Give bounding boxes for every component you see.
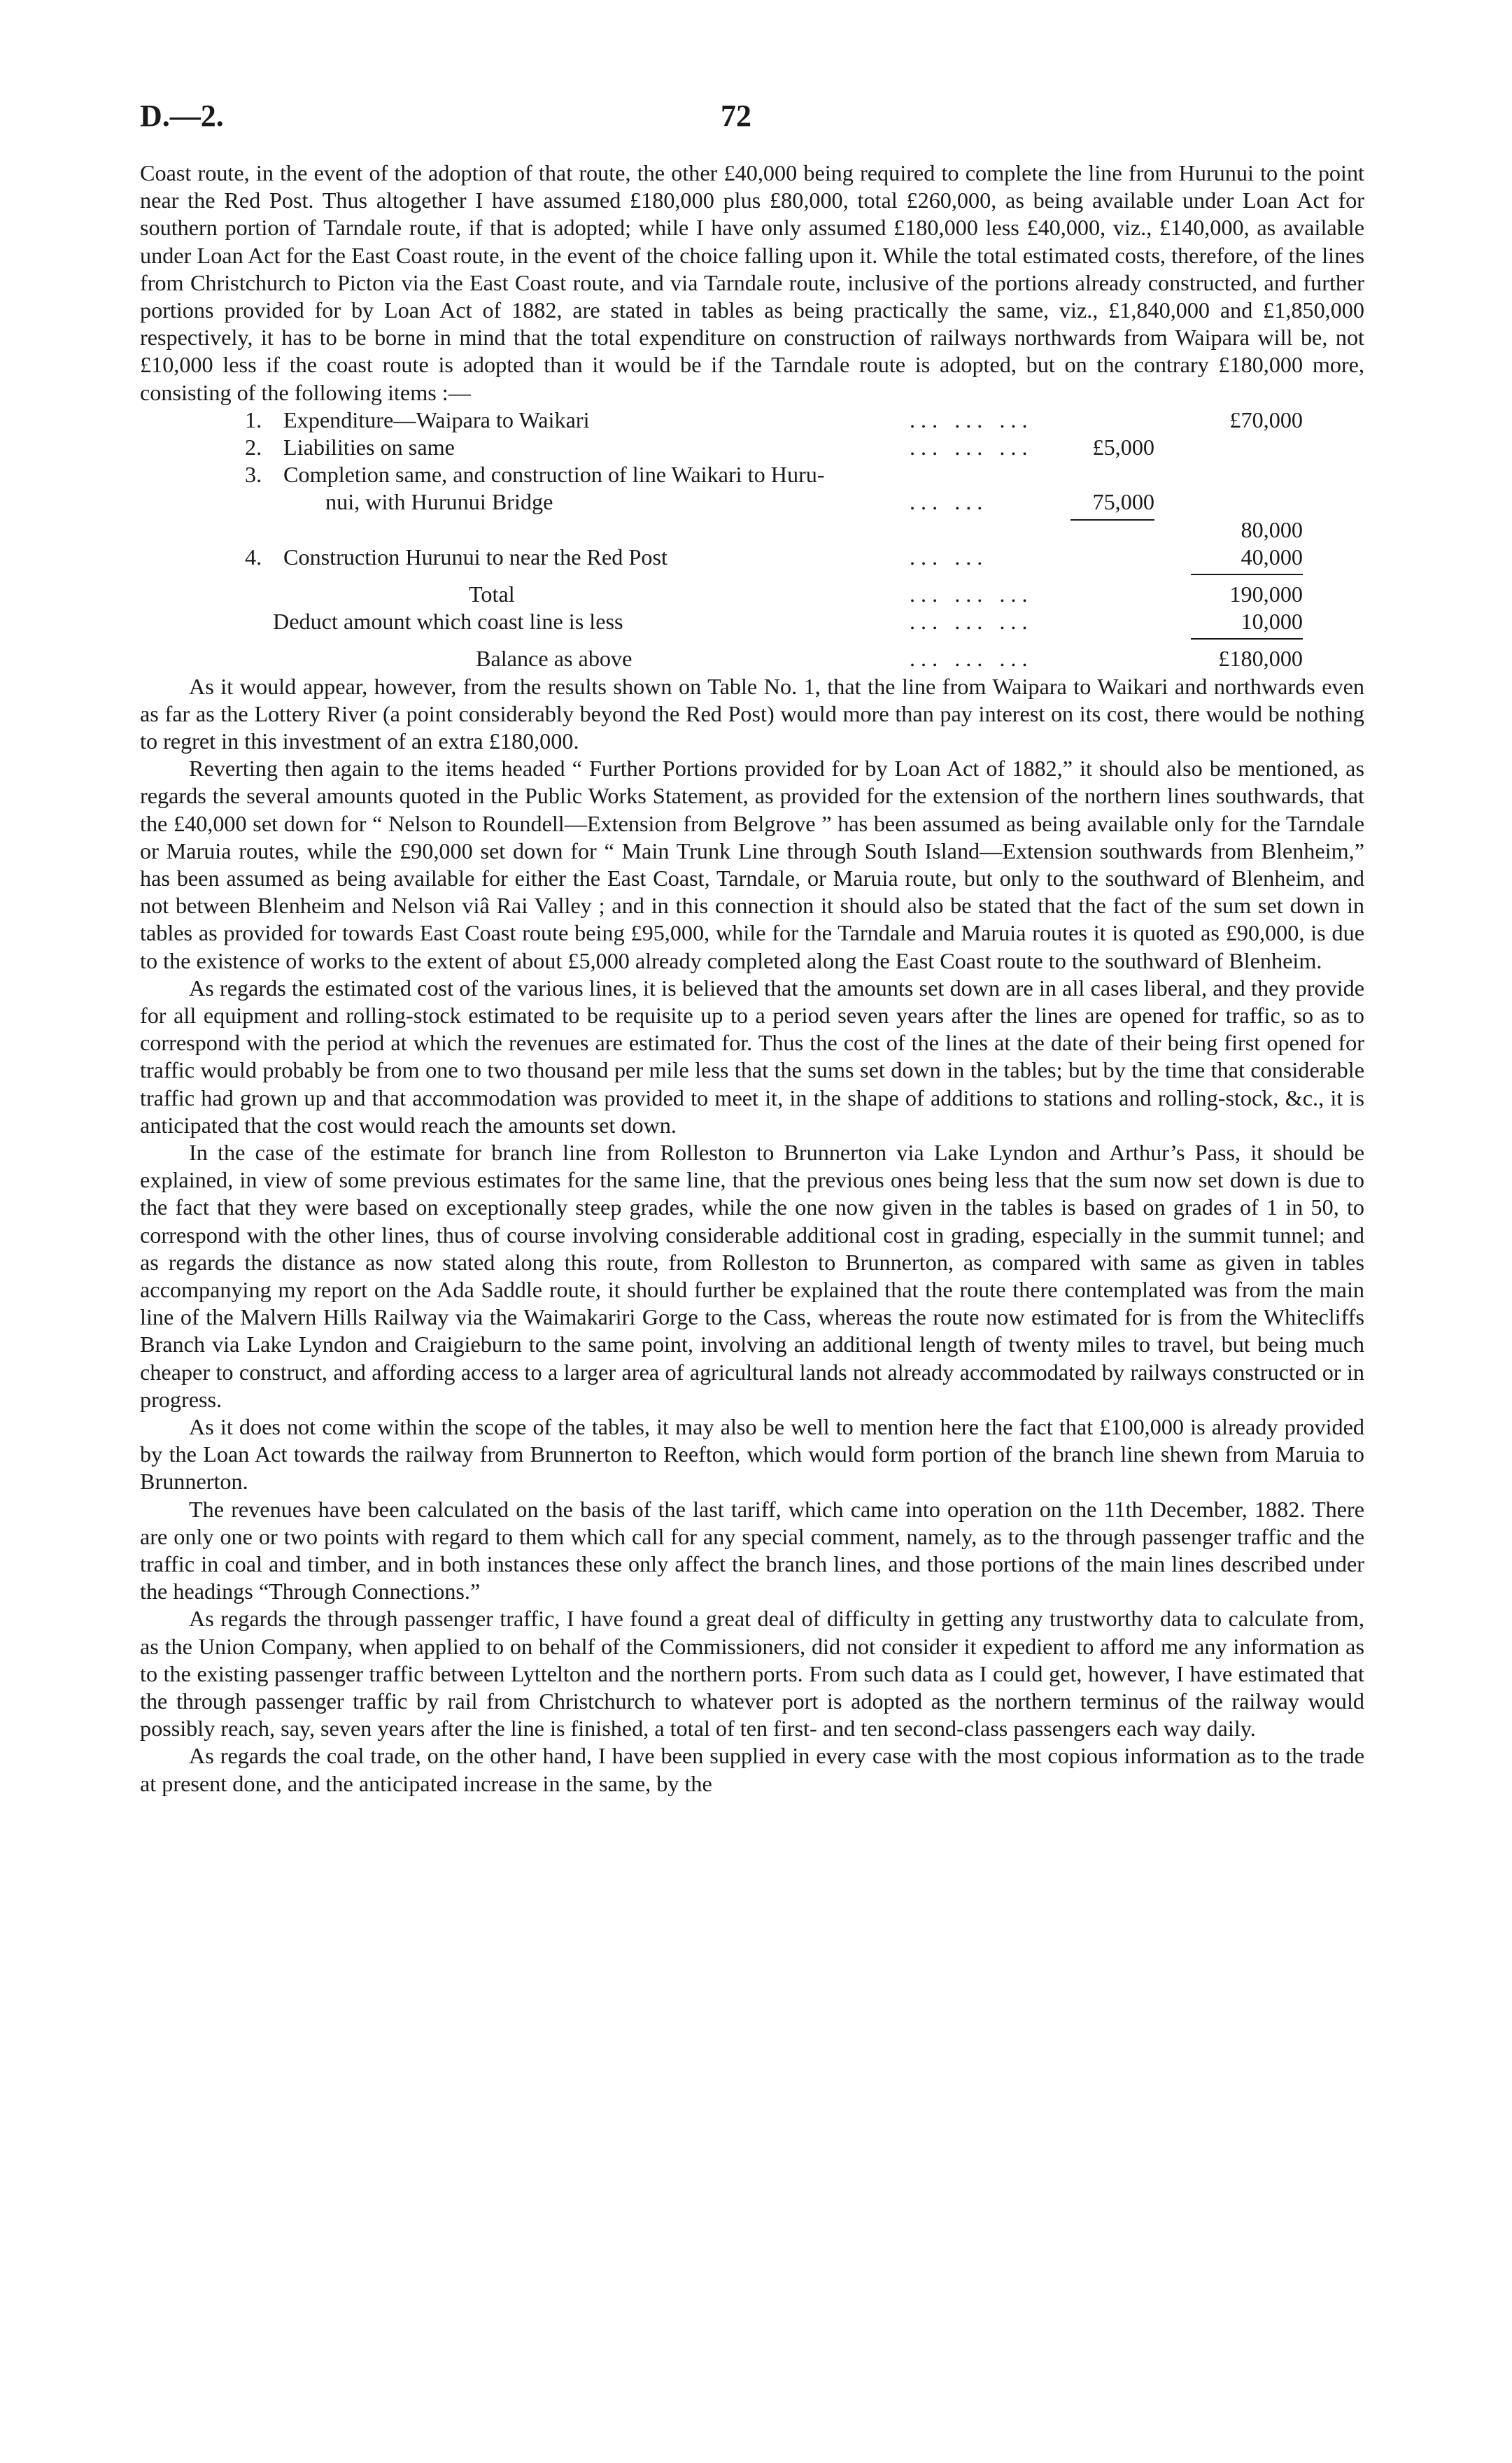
leader-dots: ... ... ...: [910, 581, 1033, 607]
page-header: [140, 98, 1364, 140]
body-text: [140, 160, 1364, 1798]
paragraph: The revenues have been calculated on the basis of the last tariff, which came into operation on the 11th December, 1882. There are only one or two points with regard to them which call for any special comment, namely, as to the through passenger traffic and the traffic in coal and timber, and in both instances these only affect the branch lines, and those portions of the main lines described under the headings “Through Connections.”: [140, 1496, 1364, 1604]
item-amount: 10,000: [1241, 609, 1303, 635]
rule-row: [140, 635, 1364, 645]
item-row: [140, 407, 1364, 434]
balance-rule: [1191, 638, 1303, 640]
paragraph: As it does not come within the scope of the tables, it may also be well to mention here the fact that £100,000 is already provided by the Loan Act towards the railway from Brunnerton to Reefton, which would form portion of the branch line shewn from Maruia to Brunnerton.: [140, 1414, 1364, 1495]
paragraph: As regards the coal trade, on the other hand, I have been supplied in every case with the most copious information as to the trade at present done, and the anticipated increase in the same, by the: [140, 1743, 1364, 1796]
item-label: Expenditure—Waipara to Waikari: [283, 407, 590, 432]
item-amount: £70,000: [1229, 407, 1303, 432]
paragraph: As it would appear, however, from the results shown on Table No. 1, that the line from Waipara to Waikari and northwards even as far as the Lottery River (a point considerably beyond the Red Post) would more than pay interest on its cost, there would be nothing to regret in this investment of an extra £180,000.: [140, 673, 1364, 754]
item-number: 4.: [245, 544, 262, 570]
items-table: [140, 407, 1364, 673]
item-amount: 40,000: [1241, 544, 1303, 570]
item-label: Liabilities on same: [283, 435, 455, 460]
item-row: [140, 581, 1364, 608]
total-rule: [1191, 574, 1303, 575]
item-row: [140, 461, 1364, 488]
item-row: [140, 488, 1364, 516]
rule-row: [140, 571, 1364, 581]
item-subamount: 75,000: [1092, 489, 1154, 515]
item-row: [140, 608, 1364, 635]
leader-dots: ... ... ...: [910, 646, 1033, 672]
subtotal-rule: [1071, 519, 1154, 521]
item-amount: £180,000: [1218, 646, 1303, 672]
item-row: [140, 516, 1364, 544]
paragraph: In the case of the estimate for branch line from Rolleston to Brunnerton via Lake Lyndon and Arthur’s Pass, it should be explained, in view of some previous estimates for the same line, that the previous ones being less that the sum now set down is due to the fact that they were based on exceptionally steep grades, while the one now given in the tables is based on grades of 1 in 50, to correspond with the other lines, thus of course involving considerable additional cost in grading, especially in the summit tunnel; and as regards the distance as now stated along this route, from Rolleston to Brunnerton, as compared with same as given in tables accompanying my report on the Ada Saddle route, it should further be explained that the route there contemplated was from the main line of the Malvern Hills Railway via the Waimakariri Gorge to the Cass, whereas the route now estimated for is from the Whitecliffs Branch via Lake Lyndon and Craigieburn to the same point, involving an additional length of twenty miles to travel, but being much cheaper to construct, and affording access to a larger area of agricultural lands not already accommodated by railways constructed or in progress.: [140, 1139, 1364, 1412]
item-label: Deduct amount which coast line is less: [273, 609, 623, 635]
item-label: nui, with Hurunui Bridge: [325, 489, 553, 515]
item-number: 2.: [245, 435, 262, 460]
leader-dots: ... ... ...: [910, 435, 1033, 460]
item-number: 1.: [245, 407, 262, 432]
item-amount: 80,000: [1241, 516, 1303, 542]
paragraph: As regards the through passenger traffic, I have found a great deal of difficulty in getting any trustworthy data to calculate from, as the Union Company, when applied to on behalf of the Commissioners, did not consider it expedient to afford me any information as to the existing passenger traffic between Lyttelton and the northern ports. From such data as I could get, however, I have estimated that the through passenger traffic by rail from Christchurch to whatever port is adopted as the northern terminus of the railway would possibly reach, say, seven years after the line is finished, a total of ten first- and ten second-class passengers each way daily.: [140, 1606, 1364, 1742]
leader-dots: ... ...: [910, 489, 989, 515]
document-reference: D.—2.: [140, 99, 224, 133]
item-amount: 190,000: [1229, 581, 1303, 607]
leader-dots: ... ... ...: [910, 407, 1033, 432]
paragraph: Coast route, in the event of the adoption of that route, the other £40,000 being required to complete the line from Hurunui to the point near the Red Post. Thus altogether I have assumed £180,000 plus £80,000, total £260,000, as being available under Loan Act for southern portion of Tarndale route, if that is adopted; while I have only assumed £180,000 less £40,000, viz., £140,000, as available under Loan Act for the East Coast route, in the event of the choice falling upon it. While the total estimated costs, therefore, of the lines from Christchurch to Picton via the East Coast route, and via Tarndale route, inclusive of the portions already constructed, and further portions provided for by Loan Act of 1882, are stated in tables as being practically the same, viz., £1,840,000 and £1,850,000 respectively, it has to be borne in mind that the total expenditure on construction of railways northwards from Waipara will be, not £10,000 less if the coast route is adopted than it would be if the Tarndale route is adopted, but on the contrary £180,000 more, consisting of the following items :—: [140, 160, 1364, 405]
paragraph: As regards the estimated cost of the various lines, it is believed that the amounts set down are in all cases liberal, and they provide for all equipment and rolling-stock estimated to be requisite up to a period seven years after the lines are opened for traffic, so as to correspond with the period at which the revenues are estimated for. Thus the cost of the lines at the date of their being first opened for traffic would probably be from one to two thousand per mile less that the sums set down in the tables; but by the time that considerable traffic had grown up and that accommodation was provided to meet it, in the shape of additions to stations and rolling-stock, &c., it is anticipated that the cost would reach the amounts set down.: [140, 975, 1364, 1138]
leader-dots: ... ...: [910, 544, 989, 570]
item-number: 3.: [245, 462, 262, 488]
item-row: [140, 645, 1364, 672]
item-label: Balance as above: [476, 646, 633, 672]
item-label: Total: [469, 581, 515, 607]
paragraph: Reverting then again to the items headed “ Further Portions provided for by Loan Act of 1882,” it should also be mentioned, as regards the several amounts quoted in the Public Works Statement, as provided for the extension of the northern lines southwards, that the £40,000 set down for “ Nelson to Roundell—Extension from Belgrove ” has been assumed as being available only for the Tarndale or Maruia routes, while the £90,000 set down for “ Main Trunk Line through South Island—Extension southwards from Blenheim,” has been assumed as being available for either the East Coast, Tarndale, or Maruia route, but only to the southward of Blenheim, and not between Blenheim and Nelson viâ Rai Valley ; and in this connection it should also be stated that the fact of the sum set down in tables as provided for towards East Coast route being £95,000, while for the Tarndale and Maruia routes it is quoted as £90,000, is due to the existence of works to the extent of about £5,000 already completed along the East Coast route to the southward of Blenheim.: [140, 756, 1364, 973]
item-label: Construction Hurunui to near the Red Post: [283, 544, 667, 570]
item-row: [140, 434, 1364, 461]
item-label: Completion same, and construction of line Waikari to Huru-: [283, 462, 825, 488]
item-subamount: £5,000: [1092, 435, 1154, 460]
page-number: 72: [721, 99, 751, 133]
leader-dots: ... ... ...: [910, 609, 1033, 635]
item-row: [140, 544, 1364, 571]
